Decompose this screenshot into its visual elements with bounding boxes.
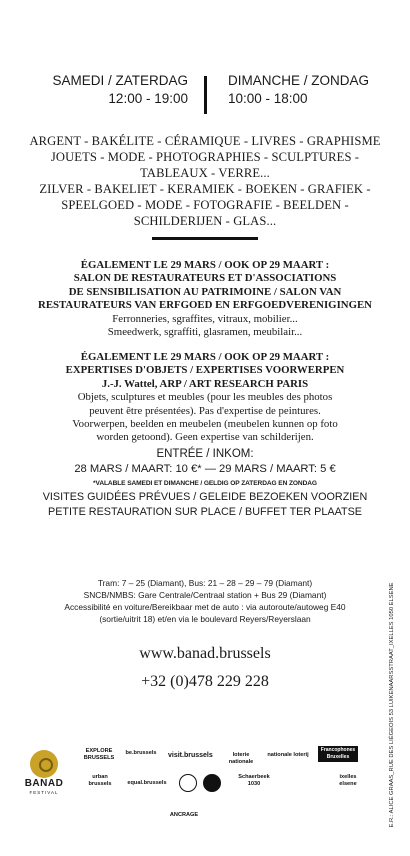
partner-circle-icon [202, 774, 222, 795]
ancrage-logo: ANCRAGE [169, 812, 199, 818]
saturday-label: SAMEDI / ZATERDAG [52, 73, 188, 88]
salon-heading-line: RESTAURATEURS VAN ERFGOED EN ERFGOEDVERENIGINGEN [38, 299, 372, 312]
entry-info [0, 447, 410, 520]
entry-prices: 28 MARS / MAART: 10 €* — 29 MARS / MAART: 5 € [74, 463, 336, 475]
salon-heading-line: DE SENSIBILISATION AU PATRIMOINE / SALON VAN [68, 285, 342, 298]
salon-body-line: Ferronneries, sgraffites, vitraux, mobilier... [112, 312, 298, 325]
ixelles-logo: ixelles elsene [339, 774, 357, 787]
category-line: ZILVER - BAKELIET - KERAMIEK - BOEKEN - GRAFIEK - [39, 182, 371, 196]
loterie-nationale-logo: loterie nationale [228, 752, 254, 765]
category-list [0, 133, 410, 229]
schaerbeek-logo: Schaerbeek 1030 [238, 774, 270, 787]
expertise-heading-line: ÉGALEMENT LE 29 MARS / OOK OP 29 MAART : [80, 351, 330, 363]
food-on-site: PETITE RESTAURATION SUR PLACE / BUFFET TER PLAATSE [48, 506, 362, 518]
salon-body-line: Smeedwerk, sgraffiti, glasramen, meubilair... [107, 326, 303, 339]
banad-sub: FESTIVAL [29, 790, 59, 795]
expertise-section [0, 351, 410, 445]
phone-number: +32 (0)478 229 228 [141, 673, 269, 690]
banad-name: BANAD [24, 778, 64, 789]
expertise-heading-line: EXPERTISES D'OBJETS / EXPERTISES VOORWERPEN [65, 364, 345, 377]
expertise-body-line: Objets, sculptures et meubles (pour les meubles des photos [77, 391, 333, 404]
visit-brussels-logo: visit.brussels [168, 752, 213, 759]
category-line: TABLEAUX - VERRE... [140, 166, 270, 180]
category-line: JOUETS - MODE - PHOTOGRAPHIES - SCULPTURES - [50, 150, 360, 164]
sponsor-logos [0, 740, 410, 856]
transport-info [0, 577, 410, 625]
guided-visits: VISITES GUIDÉES PRÉVUES / GELEIDE BEZOEKEN VOORZIEN [42, 491, 368, 503]
be-brussels-logo: be.brussels [125, 750, 157, 756]
nationale-loterij-logo: nationale loterij [267, 752, 309, 758]
entry-note: *VALABLE SAMEDI ET DIMANCHE / GELDIG OP ZATERDAG EN ZONDAG [93, 480, 317, 487]
sunday-hours [228, 72, 369, 108]
salon-heading-line: ÉGALEMENT LE 29 MARS / OOK OP 29 MAART : [80, 259, 330, 271]
transport-line: SNCB/NMBS: Gare Centrale/Centraal station + Bus 29 (Diamant) [83, 590, 327, 600]
saturday-time: 12:00 - 19:00 [108, 91, 188, 106]
sunday-label: DIMANCHE / ZONDAG [228, 73, 370, 88]
salon-heading-line: SALON DE RESTAURATEURS ET D'ASSOCIATIONS [73, 272, 337, 285]
category-line: SCHILDERIJEN - GLAS... [133, 214, 277, 228]
website-link[interactable]: www.banad.brussels [139, 645, 271, 662]
saturday-hours [52, 72, 188, 108]
opening-hours [0, 72, 410, 122]
hours-divider [204, 76, 207, 114]
expertise-body-line: worden getoond). Geen expertise van schilderijen. [96, 431, 314, 444]
explore-brussels-logo: EXPLORE BRUSSELS [83, 748, 115, 761]
francophones-logo: Francophones Bruxelles [318, 746, 358, 762]
publisher-text: E.R.: ALICE GRAAS_RUE DES LIÉGEOIS 53 LUIKENAARSSTRAAT_IXELLES 1050 ELSENE [389, 582, 395, 828]
transport-line: Tram: 7 – 25 (Diamant), Bus: 21 – 28 – 29 – 79 (Diamant) [97, 578, 313, 588]
category-line: SPEELGOED - MODE - FOTOGRAFIE - BEELDEN - [61, 198, 349, 212]
expertise-body-line: peuvent être présentées). Pas d'expertise de peintures. [89, 404, 321, 417]
transport-line: Accessibilité en voiture/Bereikbaar met de auto : via autoroute/autoweg E40 [64, 602, 346, 612]
sunday-time: 10:00 - 18:00 [228, 91, 308, 106]
banad-logo [24, 750, 64, 795]
urban-brussels-logo: urban brussels [88, 774, 112, 787]
contact-block [0, 640, 410, 696]
entry-title: ENTRÉE / INKOM: [156, 448, 254, 460]
expertise-body-line: Voorwerpen, beelden en meubelen (meubelen kunnen op foto [72, 418, 338, 431]
partner-circle-icon [178, 774, 198, 795]
banad-emblem-icon [30, 750, 58, 778]
transport-line: (sortie/uitrit 18) et/en via le boulevard Reyers/Reyerslaan [99, 614, 311, 624]
restorers-salon [0, 259, 410, 339]
category-line: ARGENT - BAKÉLITE - CÉRAMIQUE - LIVRES - GRAPHISME [29, 134, 381, 148]
expertise-heading-line: J.-J. Wattel, ARP / ART RESEARCH PARIS [101, 377, 309, 390]
section-divider [152, 237, 258, 240]
equal-brussels-logo: equal.brussels [127, 780, 167, 786]
